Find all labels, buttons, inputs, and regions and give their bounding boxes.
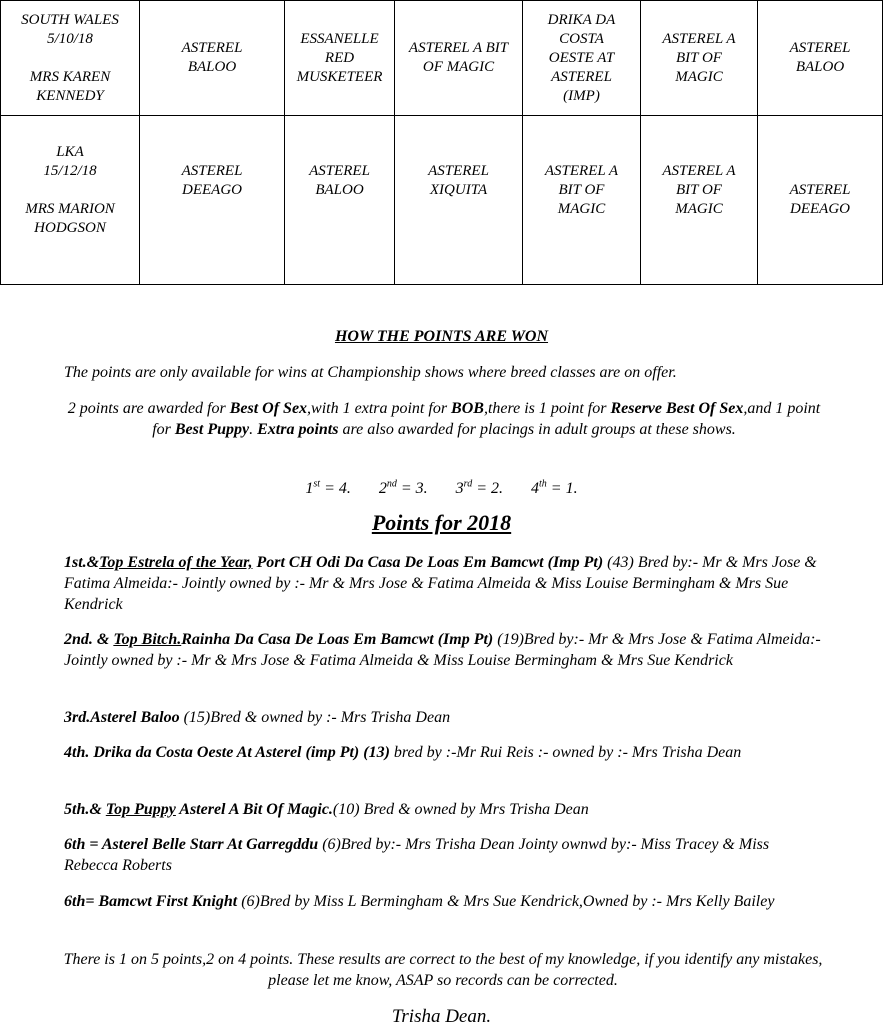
result-cell: [523, 1, 641, 116]
rule-text: ,there is 1 point for: [483, 400, 611, 417]
result-line: MAGIC: [675, 201, 723, 217]
table-row: [1, 1, 883, 116]
how-points-heading: HOW THE POINTS ARE WON: [334, 328, 549, 345]
rule-text: ,with 1 extra point for: [307, 400, 452, 417]
list-item: 5th.& Top Puppy Asterel A Bit Of Magic.(10) Bred & owned by Mrs Trisha Dean: [64, 801, 589, 818]
points-intro: The points are only available for wins at Championship shows where breed classes are on offer.: [64, 364, 677, 381]
result-line: BALOO: [187, 59, 237, 75]
result-cell: [285, 116, 395, 285]
judge-name: MRS MARION: [25, 201, 115, 217]
result-line: XIQUITA: [429, 182, 488, 198]
result-cell: [395, 1, 523, 116]
result-line: BIT OF: [676, 49, 722, 66]
rule-text: ,and 1 point for: [152, 400, 821, 438]
results-table: [0, 0, 883, 285]
result-line: ASTEREL A: [544, 163, 619, 179]
result-line: DEEAGO: [790, 201, 850, 217]
result-cell: [395, 116, 523, 285]
result-cell: [641, 1, 758, 116]
result-line: BIT OF: [558, 182, 605, 198]
result-line: RED: [324, 49, 355, 66]
scale-item: 1st = 4.: [305, 479, 351, 498]
scale-item: 2nd = 3.: [378, 479, 428, 498]
result-cell: [140, 116, 285, 285]
scale-item: 4th = 1.: [531, 479, 578, 498]
result-line: ASTEREL: [551, 68, 612, 85]
rule-term: Best Of Sex: [229, 400, 308, 417]
result-line: ASTEREL: [181, 163, 243, 179]
show-cell: [1, 1, 140, 116]
result-line: DEEAGO: [182, 182, 242, 198]
result-cell: [140, 1, 285, 116]
result-cell: [523, 116, 641, 285]
points-title: Points for 2018: [371, 510, 512, 535]
result-line: ASTEREL: [181, 40, 243, 56]
rule-text: .: [249, 421, 258, 438]
list-item: 1st.&Top Estrela of the Year, Port CH Odi Da Casa De Loas Em Bamcwt (Imp Pt) (43) Bred by:- Mr & Mrs Jose & Fatima Almeida:- Jointly owned by :- Mr & Mrs Jose & Fatima Almeida & Miss Louise Bermingham & Mrs Sue Kendrick: [64, 554, 817, 613]
show-date: 15/12/18: [43, 163, 97, 179]
result-line: ASTEREL A BIT: [408, 40, 509, 56]
result-line: COSTA: [559, 30, 604, 47]
result-line: ASTEREL A: [662, 163, 736, 179]
result-line: BIT OF: [676, 182, 722, 198]
placing-scale: [0, 475, 883, 499]
result-line: OESTE AT: [548, 49, 615, 66]
result-cell: [285, 1, 395, 116]
result-line: BALOO: [315, 182, 364, 198]
show-cell: [1, 116, 140, 285]
judge-name: MRS KAREN: [29, 68, 111, 85]
show-date: 5/10/18: [47, 30, 93, 47]
signature: Trisha Dean.: [391, 1006, 492, 1027]
result-line: MAGIC: [675, 68, 723, 85]
scale-item: 3rd = 2.: [455, 479, 503, 498]
show-name: SOUTH WALES: [21, 11, 119, 28]
result-cell: [641, 116, 758, 285]
result-line: DRIKA DA: [547, 11, 616, 28]
result-line: ASTEREL A: [662, 30, 736, 47]
result-line: BALOO: [795, 59, 845, 75]
list-item: 4th. Drika da Costa Oeste At Asterel (imp Pt) (13) bred by :-Mr Rui Reis :- owned by :- Mrs Trisha Dean: [64, 744, 742, 761]
result-line: ASTEREL: [309, 163, 370, 179]
points-rules: [66, 398, 822, 440]
result-line: MUSKETEER: [296, 68, 383, 85]
list-item: 2nd. & Top Bitch.Rainha Da Casa De Loas Em Bamcwt (Imp Pt) (19)Bred by:- Mr & Mrs Jose & Fatima Almeida:- Jointly owned by :- Mr & Mrs Jose & Fatima Almeida & Miss Louise Bermingham & Mrs Sue Kendrick: [64, 631, 821, 669]
result-line: ASTEREL: [789, 182, 851, 198]
list-item: 3rd.Asterel Baloo (15)Bred & owned by :- Mrs Trisha Dean: [64, 709, 451, 726]
rule-text: are also awarded for placings in adult groups at these shows.: [338, 421, 736, 438]
result-cell: [758, 1, 883, 116]
table-row: [1, 116, 883, 285]
result-line: ASTEREL: [428, 163, 489, 179]
result-line: ESSANELLE: [300, 30, 379, 47]
result-line: OF MAGIC: [422, 59, 495, 75]
show-name: LKA: [56, 144, 84, 160]
rule-text: 2 points are awarded for: [67, 400, 230, 417]
judge-name: HODGSON: [34, 220, 106, 236]
rule-term: Best Puppy: [174, 421, 250, 438]
rule-term: Extra points: [257, 421, 339, 438]
judge-name: KENNEDY: [36, 87, 104, 104]
result-cell: [758, 116, 883, 285]
list-item: 6th= Bamcwt First Knight (6)Bred by Miss L Bermingham & Mrs Sue Kendrick,Owned by :- Mrs Kelly Bailey: [64, 893, 775, 910]
list-item: 6th = Asterel Belle Starr At Garregddu (6)Bred by:- Mrs Trisha Dean Jointy ownwd by:- Miss Tracey & Miss Rebecca Roberts: [64, 836, 770, 874]
result-line: ASTEREL: [789, 40, 851, 56]
closing-note: There is 1 on 5 points,2 on 4 points. These results are correct to the best of my knowledge, if you identify any mistakes, please let me know, ASAP so records can be corrected.: [63, 951, 823, 989]
result-line: MAGIC: [557, 201, 606, 217]
rule-term: BOB: [451, 400, 484, 417]
result-line: (IMP): [563, 87, 600, 104]
rule-term: Reserve Best Of Sex: [610, 400, 744, 417]
